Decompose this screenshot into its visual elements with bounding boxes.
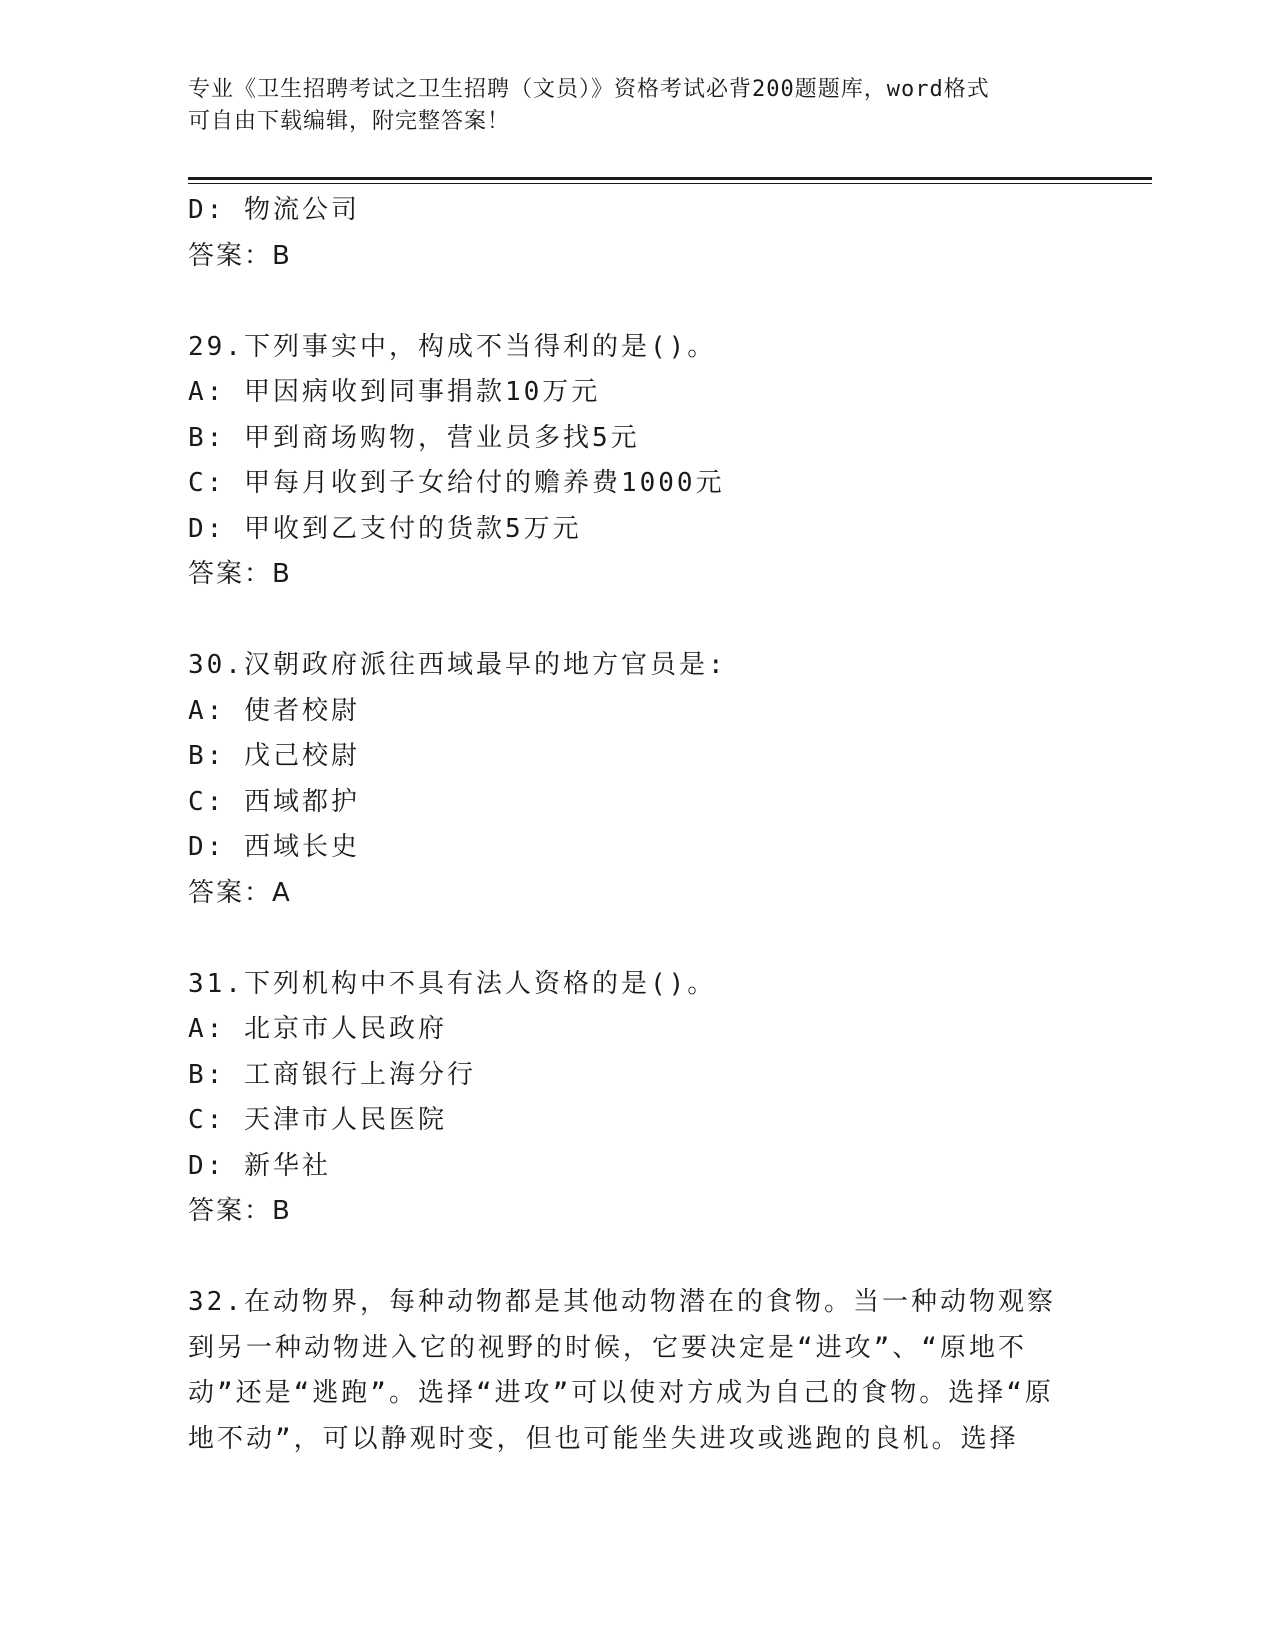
answer-line: 答案：A (188, 877, 292, 908)
header-divider-thin (188, 183, 1152, 184)
question-content (188, 188, 1088, 1462)
option-d: D: 物流公司 (188, 195, 360, 225)
option-b: B: 甲到商场购物，营业员多找5元 (188, 422, 640, 453)
answer-line: 答案：B (188, 1196, 292, 1226)
option-c: C: 天津市人民医院 (188, 1105, 447, 1135)
spacer (188, 916, 1088, 962)
header-line-1: 专业《卫生招聘考试之卫生招聘（文员）》资格考试必背200题题库，word格式 (188, 77, 990, 102)
option-d: D: 新华社 (188, 1150, 331, 1181)
header-line-2: 可自由下载编辑，附完整答案！ (188, 109, 511, 134)
document-header (188, 74, 1088, 138)
question-32-text: 32.在动物界，每种动物都是其他动物潜在的食物。当一种动物观察到另一种动物进入它的视野的时候，它要决定是“进攻”、“原地不动”还是“逃跑”。选择“进攻”可以使对方成为自己的食物。选择“原地不动”，可以静观时变，但也可能坐失进攻或逃跑的良机。选择 (188, 1287, 1056, 1454)
question-block-30 (188, 643, 1088, 916)
question-stem: 31.下列机构中不具有法人资格的是()。 (188, 968, 717, 999)
spacer (188, 279, 1088, 325)
question-stem: 30.汉朝政府派往西域最早的地方官员是: (188, 650, 727, 680)
option-b: B: 工商银行上海分行 (188, 1059, 476, 1090)
option-a: A: 甲因病收到同事捐款10万元 (188, 377, 601, 407)
answer-line: 答案：B (188, 559, 292, 589)
option-d: D: 西域长史 (188, 832, 360, 862)
question-stem: 29.下列事实中，构成不当得利的是()。 (188, 331, 717, 362)
option-c: C: 西域都护 (188, 786, 360, 817)
question-block-31 (188, 962, 1088, 1235)
answer-line: 答案：B (188, 240, 292, 271)
header-divider (188, 177, 1152, 180)
spacer (188, 598, 1088, 644)
question-block-29 (188, 325, 1088, 598)
option-a: A: 使者校尉 (188, 695, 360, 726)
option-a: A: 北京市人民政府 (188, 1014, 447, 1044)
option-d: D: 甲收到乙支付的货款5万元 (188, 513, 582, 544)
option-b: B: 戊己校尉 (188, 741, 360, 771)
option-c: C: 甲每月收到子女给付的赡养费1000元 (188, 468, 725, 498)
spacer (188, 1235, 1088, 1281)
